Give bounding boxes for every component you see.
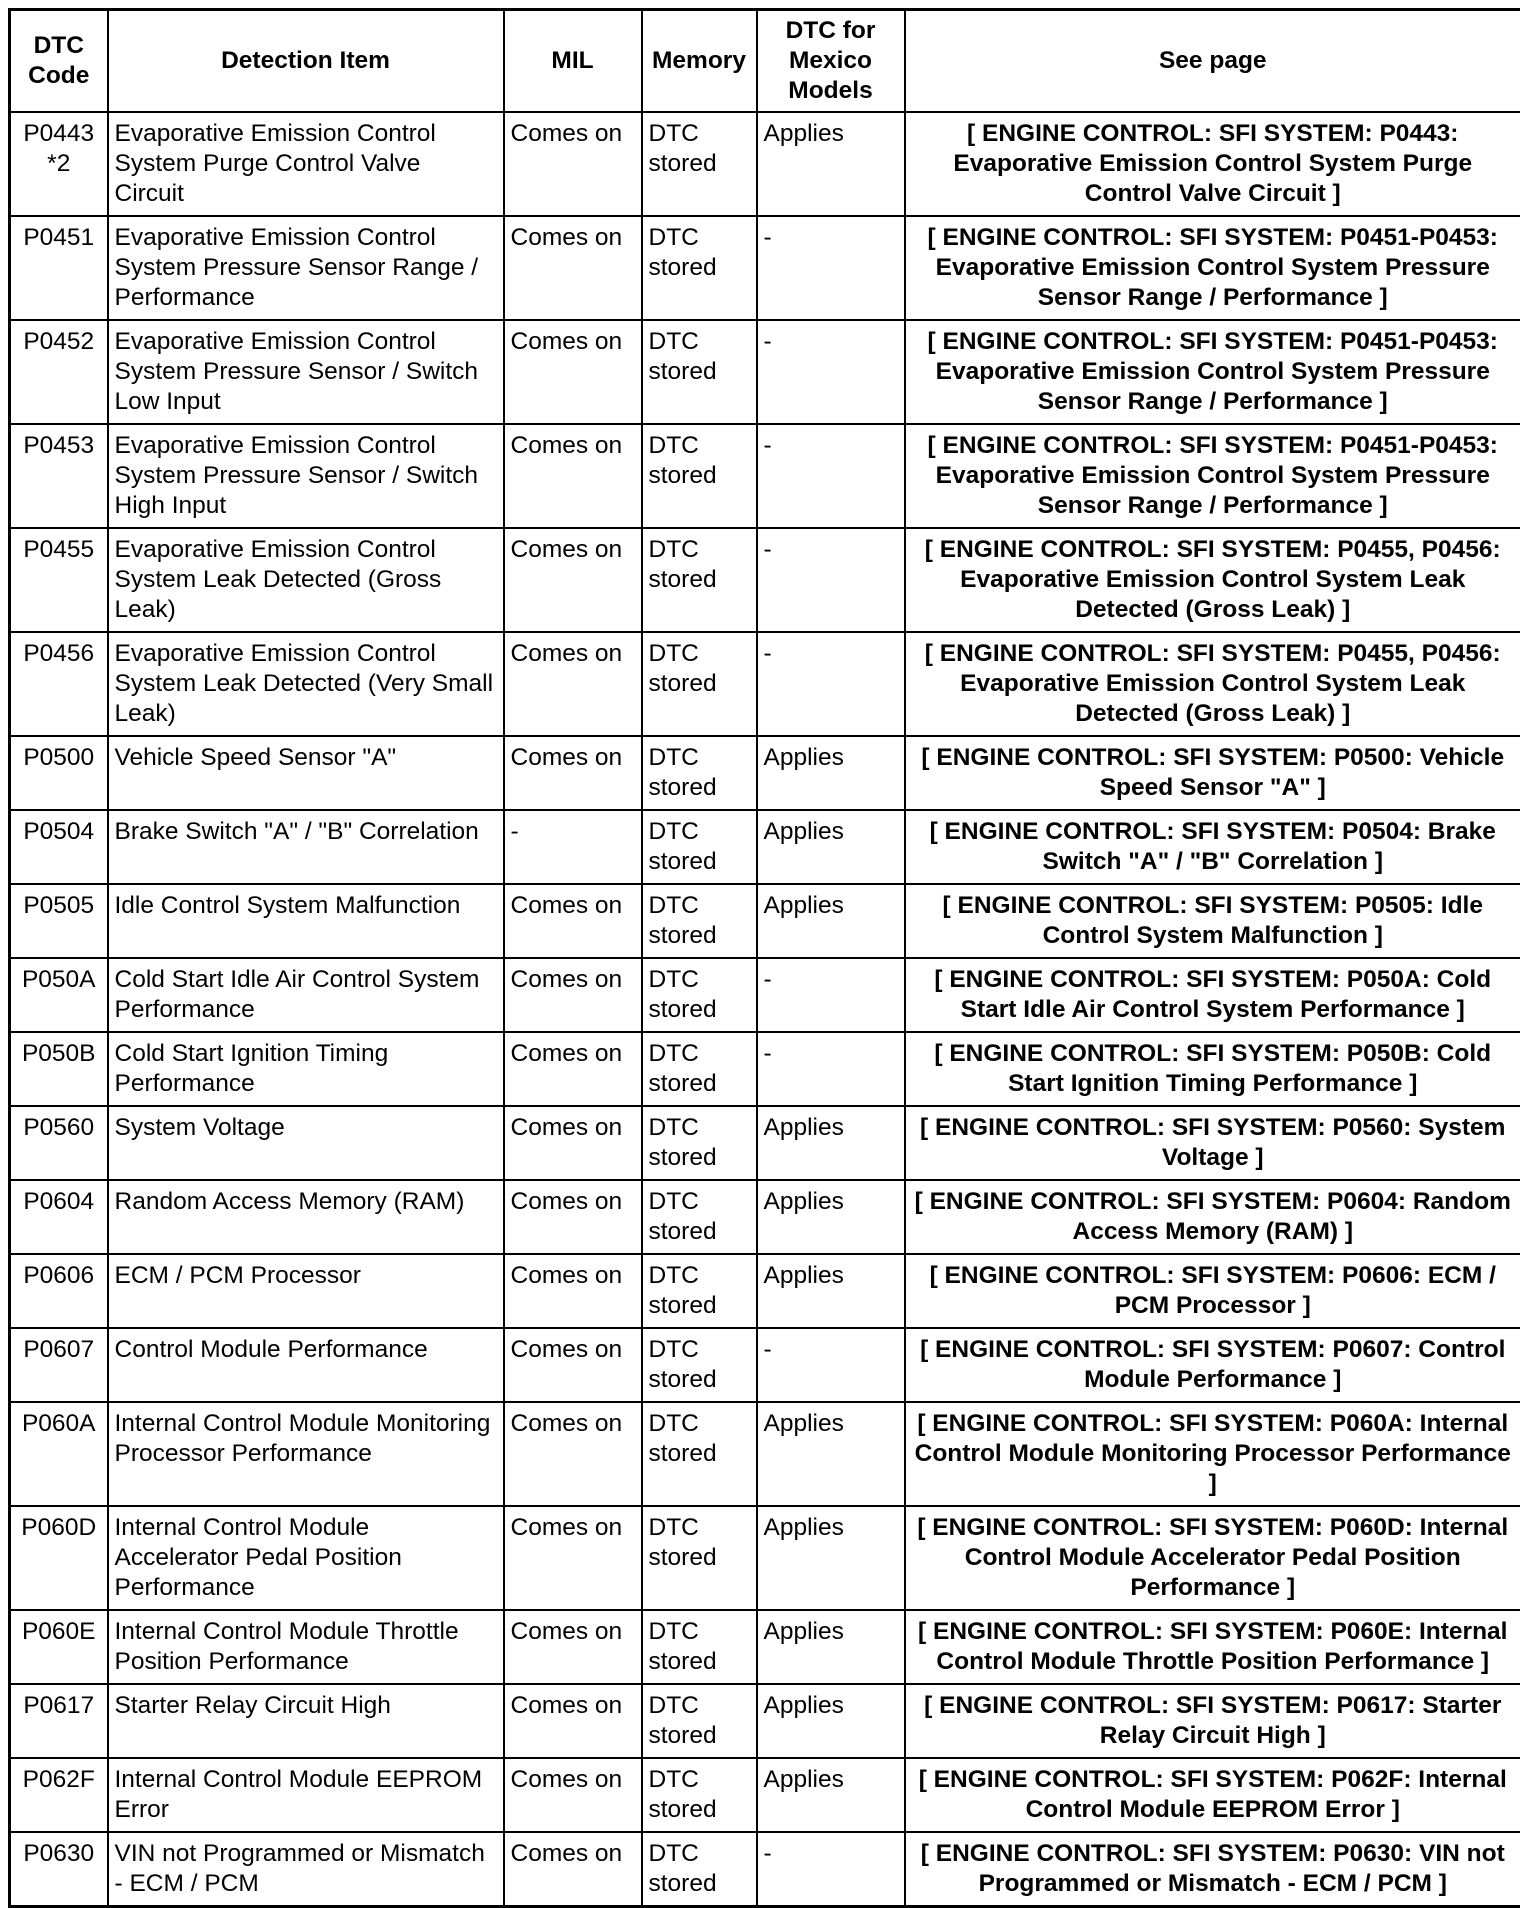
memory-cell: DTC stored — [642, 1506, 757, 1610]
table-row — [10, 1402, 1520, 1506]
table-row — [10, 528, 1520, 632]
memory-cell: DTC stored — [642, 216, 757, 320]
memory-cell: DTC stored — [642, 1180, 757, 1254]
detection-item-cell: Brake Switch "A" / "B" Correlation — [108, 810, 504, 884]
detection-item-cell: Vehicle Speed Sensor "A" — [108, 736, 504, 810]
see-page-link[interactable]: [ ENGINE CONTROL: SFI SYSTEM: P0455, P0456: Evaporative Emission Control System Leak Detected (Gross Leak) ] — [905, 632, 1520, 736]
mil-cell: Comes on — [504, 884, 642, 958]
mexico-cell: Applies — [757, 810, 905, 884]
mil-cell: Comes on — [504, 1254, 642, 1328]
mexico-cell: - — [757, 1032, 905, 1106]
mil-cell: Comes on — [504, 1684, 642, 1758]
dtc-code-cell: P0504 — [10, 810, 108, 884]
dtc-code-cell: P0606 — [10, 1254, 108, 1328]
dtc-code-cell: P0452 — [10, 320, 108, 424]
see-page-link[interactable]: [ ENGINE CONTROL: SFI SYSTEM: P060A: Internal Control Module Monitoring Processor Performance ] — [905, 1402, 1520, 1506]
mexico-cell: - — [757, 320, 905, 424]
memory-cell: DTC stored — [642, 1610, 757, 1684]
see-page-link[interactable]: [ ENGINE CONTROL: SFI SYSTEM: P0505: Idle Control System Malfunction ] — [905, 884, 1520, 958]
detection-item-cell: System Voltage — [108, 1106, 504, 1180]
mexico-cell: - — [757, 528, 905, 632]
see-page-link[interactable]: [ ENGINE CONTROL: SFI SYSTEM: P0451-P0453: Evaporative Emission Control System Pressure Sensor Range / Performance ] — [905, 424, 1520, 528]
detection-item-cell: Starter Relay Circuit High — [108, 1684, 504, 1758]
header-row — [10, 10, 1520, 112]
table-row — [10, 1254, 1520, 1328]
see-page-link[interactable]: [ ENGINE CONTROL: SFI SYSTEM: P062F: Internal Control Module EEPROM Error ] — [905, 1758, 1520, 1832]
detection-item-cell: Internal Control Module EEPROM Error — [108, 1758, 504, 1832]
dtc-code-cell: P0453 — [10, 424, 108, 528]
mexico-cell: Applies — [757, 1758, 905, 1832]
table-row — [10, 1832, 1520, 1907]
detection-item-cell: Cold Start Ignition Timing Performance — [108, 1032, 504, 1106]
detection-item-cell: Cold Start Idle Air Control System Performance — [108, 958, 504, 1032]
see-page-link[interactable]: [ ENGINE CONTROL: SFI SYSTEM: P0630: VIN not Programmed or Mismatch - ECM / PCM ] — [905, 1832, 1520, 1907]
dtc-code-cell: P0451 — [10, 216, 108, 320]
dtc-code-cell: P062F — [10, 1758, 108, 1832]
mexico-cell: - — [757, 1328, 905, 1402]
mil-cell: Comes on — [504, 1610, 642, 1684]
see-page-link[interactable]: [ ENGINE CONTROL: SFI SYSTEM: P060D: Internal Control Module Accelerator Pedal Position Performance ] — [905, 1506, 1520, 1610]
table-row — [10, 320, 1520, 424]
see-page-link[interactable]: [ ENGINE CONTROL: SFI SYSTEM: P0560: System Voltage ] — [905, 1106, 1520, 1180]
mil-cell: - — [504, 810, 642, 884]
memory-cell: DTC stored — [642, 1758, 757, 1832]
table-row — [10, 1684, 1520, 1758]
detection-item-cell: Evaporative Emission Control System Pressure Sensor / Switch Low Input — [108, 320, 504, 424]
table-row — [10, 958, 1520, 1032]
dtc-code-cell: P060A — [10, 1402, 108, 1506]
mexico-cell: Applies — [757, 1610, 905, 1684]
mil-cell: Comes on — [504, 1032, 642, 1106]
mil-cell: Comes on — [504, 112, 642, 216]
mexico-cell: - — [757, 1832, 905, 1907]
dtc-code-cell: P060D — [10, 1506, 108, 1610]
dtc-code-cell: P0505 — [10, 884, 108, 958]
see-page-link[interactable]: [ ENGINE CONTROL: SFI SYSTEM: P0451-P0453: Evaporative Emission Control System Pressure Sensor Range / Performance ] — [905, 216, 1520, 320]
table-row — [10, 112, 1520, 216]
detection-item-cell: Evaporative Emission Control System Pressure Sensor Range / Performance — [108, 216, 504, 320]
table-row — [10, 1106, 1520, 1180]
mil-cell: Comes on — [504, 1106, 642, 1180]
detection-item-cell: Evaporative Emission Control System Leak Detected (Gross Leak) — [108, 528, 504, 632]
dtc-table — [8, 8, 1520, 1908]
detection-item-cell: VIN not Programmed or Mismatch - ECM / PCM — [108, 1832, 504, 1907]
mil-cell: Comes on — [504, 1506, 642, 1610]
detection-item-cell: Control Module Performance — [108, 1328, 504, 1402]
mexico-cell: Applies — [757, 736, 905, 810]
memory-cell: DTC stored — [642, 1254, 757, 1328]
table-row — [10, 1506, 1520, 1610]
mexico-cell: Applies — [757, 112, 905, 216]
table-row — [10, 1610, 1520, 1684]
memory-cell: DTC stored — [642, 958, 757, 1032]
dtc-code-cell: P0630 — [10, 1832, 108, 1907]
memory-cell: DTC stored — [642, 1328, 757, 1402]
mil-cell: Comes on — [504, 1180, 642, 1254]
table-row — [10, 632, 1520, 736]
memory-cell: DTC stored — [642, 1832, 757, 1907]
detection-item-cell: Evaporative Emission Control System Pressure Sensor / Switch High Input — [108, 424, 504, 528]
detection-item-cell: Random Access Memory (RAM) — [108, 1180, 504, 1254]
see-page-link[interactable]: [ ENGINE CONTROL: SFI SYSTEM: P0607: Control Module Performance ] — [905, 1328, 1520, 1402]
dtc-code-cell: P0456 — [10, 632, 108, 736]
table-row — [10, 1180, 1520, 1254]
table-row — [10, 884, 1520, 958]
dtc-code-cell: P0604 — [10, 1180, 108, 1254]
mexico-cell: - — [757, 958, 905, 1032]
see-page-link[interactable]: [ ENGINE CONTROL: SFI SYSTEM: P0606: ECM / PCM Processor ] — [905, 1254, 1520, 1328]
table-row — [10, 1328, 1520, 1402]
detection-item-cell: Internal Control Module Monitoring Processor Performance — [108, 1402, 504, 1506]
table-row — [10, 810, 1520, 884]
see-page-link[interactable]: [ ENGINE CONTROL: SFI SYSTEM: P0504: Brake Switch "A" / "B" Correlation ] — [905, 810, 1520, 884]
see-page-link[interactable]: [ ENGINE CONTROL: SFI SYSTEM: P0451-P0453: Evaporative Emission Control System Pressure Sensor Range / Performance ] — [905, 320, 1520, 424]
memory-cell: DTC stored — [642, 528, 757, 632]
header-see-page: See page — [905, 10, 1520, 112]
mil-cell: Comes on — [504, 958, 642, 1032]
detection-item-cell: Evaporative Emission Control System Leak Detected (Very Small Leak) — [108, 632, 504, 736]
header-mil: MIL — [504, 10, 642, 112]
table-row — [10, 216, 1520, 320]
detection-item-cell: Evaporative Emission Control System Purge Control Valve Circuit — [108, 112, 504, 216]
detection-item-cell: ECM / PCM Processor — [108, 1254, 504, 1328]
dtc-code-cell: P060E — [10, 1610, 108, 1684]
header-mexico-models: DTC for Mexico Models — [757, 10, 905, 112]
see-page-link[interactable]: [ ENGINE CONTROL: SFI SYSTEM: P0604: Random Access Memory (RAM) ] — [905, 1180, 1520, 1254]
mexico-cell: - — [757, 424, 905, 528]
table-body — [10, 112, 1520, 1907]
dtc-code-cell: P0617 — [10, 1684, 108, 1758]
see-page-link[interactable]: [ ENGINE CONTROL: SFI SYSTEM: P050A: Cold Start Idle Air Control System Performance ] — [905, 958, 1520, 1032]
mexico-cell: Applies — [757, 1254, 905, 1328]
memory-cell: DTC stored — [642, 320, 757, 424]
table-row — [10, 1032, 1520, 1106]
header-memory: Memory — [642, 10, 757, 112]
mil-cell: Comes on — [504, 320, 642, 424]
mexico-cell: Applies — [757, 884, 905, 958]
see-page-link[interactable]: [ ENGINE CONTROL: SFI SYSTEM: P0443: Evaporative Emission Control System Purge Control Valve Circuit ] — [905, 112, 1520, 216]
see-page-link[interactable]: [ ENGINE CONTROL: SFI SYSTEM: P0617: Starter Relay Circuit High ] — [905, 1684, 1520, 1758]
mil-cell: Comes on — [504, 528, 642, 632]
dtc-code-cell: P050B — [10, 1032, 108, 1106]
detection-item-cell: Internal Control Module Accelerator Pedal Position Performance — [108, 1506, 504, 1610]
memory-cell: DTC stored — [642, 1032, 757, 1106]
mil-cell: Comes on — [504, 1758, 642, 1832]
mexico-cell: Applies — [757, 1402, 905, 1506]
memory-cell: DTC stored — [642, 112, 757, 216]
mexico-cell: - — [757, 632, 905, 736]
memory-cell: DTC stored — [642, 424, 757, 528]
mil-cell: Comes on — [504, 1832, 642, 1907]
mexico-cell: - — [757, 216, 905, 320]
memory-cell: DTC stored — [642, 1106, 757, 1180]
mil-cell: Comes on — [504, 1328, 642, 1402]
dtc-code-cell: P0560 — [10, 1106, 108, 1180]
header-detection-item: Detection Item — [108, 10, 504, 112]
memory-cell: DTC stored — [642, 1402, 757, 1506]
dtc-code-cell: P0500 — [10, 736, 108, 810]
mil-cell: Comes on — [504, 736, 642, 810]
mexico-cell: Applies — [757, 1506, 905, 1610]
mil-cell: Comes on — [504, 424, 642, 528]
detection-item-cell: Internal Control Module Throttle Position Performance — [108, 1610, 504, 1684]
dtc-code-cell: P0443 *2 — [10, 112, 108, 216]
memory-cell: DTC stored — [642, 884, 757, 958]
dtc-code-cell: P0455 — [10, 528, 108, 632]
mexico-cell: Applies — [757, 1684, 905, 1758]
see-page-link[interactable]: [ ENGINE CONTROL: SFI SYSTEM: P060E: Internal Control Module Throttle Position Performance ] — [905, 1610, 1520, 1684]
dtc-table-container — [8, 8, 1520, 1908]
mil-cell: Comes on — [504, 1402, 642, 1506]
memory-cell: DTC stored — [642, 1684, 757, 1758]
mexico-cell: Applies — [757, 1180, 905, 1254]
mil-cell: Comes on — [504, 632, 642, 736]
detection-item-cell: Idle Control System Malfunction — [108, 884, 504, 958]
mexico-cell: Applies — [757, 1106, 905, 1180]
see-page-link[interactable]: [ ENGINE CONTROL: SFI SYSTEM: P050B: Cold Start Ignition Timing Performance ] — [905, 1032, 1520, 1106]
dtc-code-cell: P0607 — [10, 1328, 108, 1402]
memory-cell: DTC stored — [642, 632, 757, 736]
table-row — [10, 424, 1520, 528]
see-page-link[interactable]: [ ENGINE CONTROL: SFI SYSTEM: P0455, P0456: Evaporative Emission Control System Leak Detected (Gross Leak) ] — [905, 528, 1520, 632]
memory-cell: DTC stored — [642, 810, 757, 884]
dtc-code-cell: P050A — [10, 958, 108, 1032]
mil-cell: Comes on — [504, 216, 642, 320]
header-dtc-code: DTC Code — [10, 10, 108, 112]
table-row — [10, 736, 1520, 810]
memory-cell: DTC stored — [642, 736, 757, 810]
see-page-link[interactable]: [ ENGINE CONTROL: SFI SYSTEM: P0500: Vehicle Speed Sensor "A" ] — [905, 736, 1520, 810]
table-row — [10, 1758, 1520, 1832]
